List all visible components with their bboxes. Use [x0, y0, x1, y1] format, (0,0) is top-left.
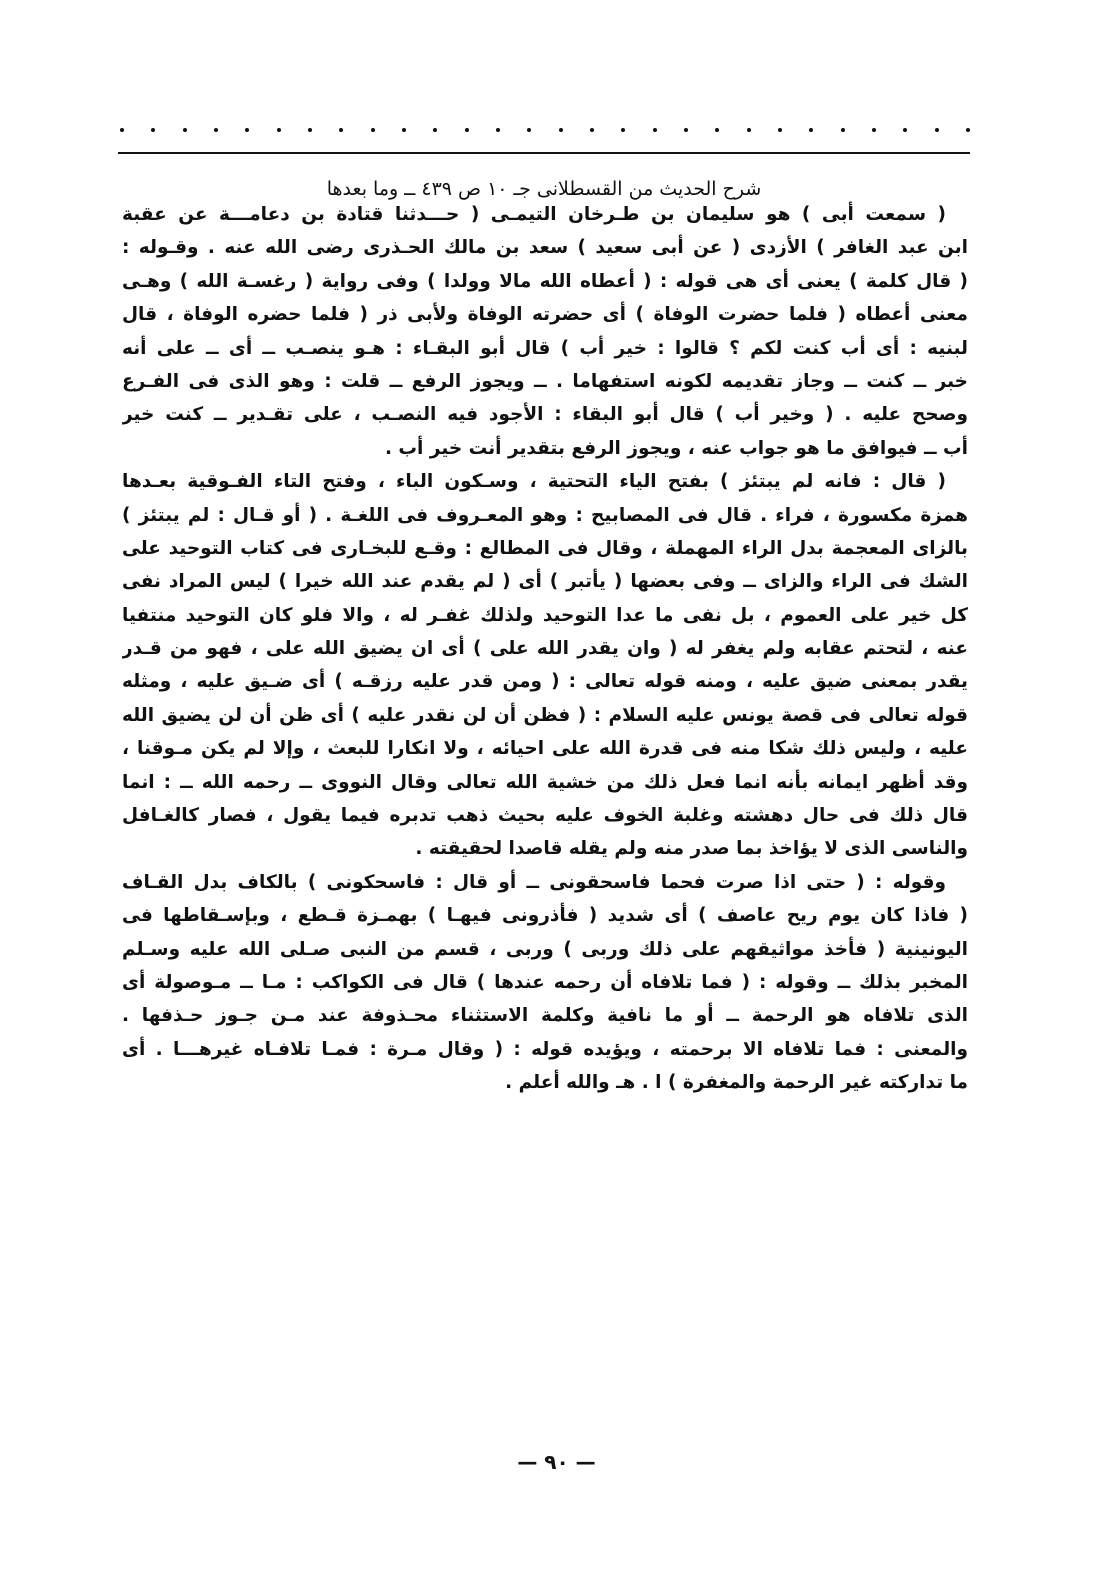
text-line: كل خير على العموم ، بل نفى ما عدا التوحيد ولذلك غفـر له ، والا فلو كان التوحيد منتفيا — [122, 604, 968, 626]
page-number: — ٩٠ — — [517, 1450, 596, 1474]
paragraph — [122, 198, 968, 465]
dot — [308, 128, 312, 132]
paragraph — [122, 866, 968, 1100]
text-line: ( سمعت أبى ) هو سليمان بن طـرخان التيمـى ( حـــدثنا قتادة بن دعامـــة عن عقبة — [122, 204, 946, 225]
dot — [559, 128, 563, 132]
text-line: عليه ، وليس ذلك شكا منه فى قدرة الله على احيائه ، ولا انكارا للبعث ، وإلا لم يكن مـوقنا ، — [122, 738, 968, 760]
dot — [872, 128, 876, 132]
text-line: ما تداركته غير الرحمة والمغفرة ) ا . هـ والله أعلم . — [505, 1072, 968, 1094]
dot — [245, 128, 249, 132]
text-line: ( قال : فانه لم يبتئز ) بفتح الياء التحتية ، وسـكون الباء ، وفتح التاء الفـوقية بعـدها — [122, 471, 946, 493]
text-line: وقد أظهر ايمانه بأنه انما فعل ذلك من خشية الله تعالى وقال النووى ــ رحمه الله ــ : انما — [122, 771, 968, 793]
text-line: الشك فى الراء والزاى ــ وفى بعضها ( يأتبر ) أى ( لم يقدم عند الله خيرا ) ليس المراد نفى — [122, 571, 968, 593]
dot — [120, 128, 124, 132]
dot — [496, 128, 500, 132]
text-line: بالزاى المعجمة بدل الراء المهملة ، وقال فى المطالع : وقـع للبخـارى فى كتاب التوحيد على — [122, 537, 968, 559]
dot — [715, 128, 719, 132]
dot — [903, 128, 907, 132]
text-line: المخبر بذلك ــ وقوله : ( فما تلافاه أن رحمه عندها ) قال فى الكواكب : مـا ــ مـوصولة أى — [122, 971, 968, 993]
text-line: قوله تعالى فى قصة يونس عليه السلام : ( فظن أن لن نقدر عليه ) أى ظن أن لن يضيق الله — [122, 704, 968, 726]
text-line: همزة مكسورة ، فراء . قال فى المصابيح : وهو المعـروف فى اللغـة . ( أو قـال : لم يبتئز ) — [122, 504, 968, 526]
dot — [151, 128, 155, 132]
dot — [747, 128, 751, 132]
decorative-dot-border — [120, 128, 970, 132]
dot — [809, 128, 813, 132]
text-line: يقدر بمعنى ضيق عليه ، ومنه قوله تعالى : ( ومن قدر عليه رزقـه ) أى ضـيق عليه ، ومثله — [122, 671, 968, 693]
text-line: عنه ، لتحتم عقابه ولم يغفر له ( وان يقدر الله على ) أى ان يضيق الله على ، فهو من قـدر — [122, 638, 968, 660]
dot — [465, 128, 469, 132]
dot — [402, 128, 406, 132]
text-line: معنى أعطاه ( فلما حضرت الوفاة ) أى حضرته الوفاة ولأبى ذر ( فلما حضره الوفاة ، قال — [122, 304, 968, 326]
text-line: ابن عبد الغافر ) الأزدى ( عن أبى سعيد ) سعد بن مالك الحـذرى رضى الله عنه . وقـوله : — [122, 237, 968, 259]
header-rule — [118, 152, 970, 154]
paragraph — [122, 465, 968, 866]
text-line: قال ذلك فى حال دهشته وغلبة الخوف عليه بحيث ذهب تدبره فيما يقول ، فصار كالغـافل — [122, 805, 968, 827]
text-line: ( فاذا كان يوم ريح عاصف ) أى شديد ( فأذرونى فيهـا ) بهمـزة قـطع ، وبإسـقاطها فى — [122, 905, 968, 927]
dot — [183, 128, 187, 132]
dot — [841, 128, 845, 132]
text-line: والناسى الذى لا يؤاخذ بما صدر منه ولم يقله قاصدا لحقيقته . — [415, 838, 968, 860]
dot — [214, 128, 218, 132]
text-line: اليونينية ( فأخذ مواثيقهم على ذلك وربى ) وربى ، قسم من النبى صـلى الله عليه وسـلم — [122, 938, 968, 960]
text-line: الذى تلافاه هو الرحمة ــ أو ما نافية وكلمة الاستثناء محـذوفة عند مـن جـوز حـذفها . — [122, 1005, 968, 1027]
dot — [277, 128, 281, 132]
text-line: أب ــ فيوافق ما هو جواب عنه ، ويجوز الرفع بتقدير أنت خير أب . — [384, 437, 968, 459]
dot — [371, 128, 375, 132]
text-line: والمعنى : فما تلافاه الا برحمته ، ويؤيده قوله : ( وقال مـرة : فمـا تلافـاه غيرهـــا . أى — [122, 1038, 968, 1060]
text-line: خبر ــ كنت ــ وجاز تقديمه لكونه استفهاما . ــ ويجوز الرفع ــ قلت : وهو الذى فى الفـرع — [122, 370, 968, 392]
dot — [778, 128, 782, 132]
text-line: ( قال كلمة ) يعنى أى هى قوله : ( أعطاه الله مالا وولدا ) وفى رواية ( رغسـة الله ) وهـى — [122, 270, 968, 292]
dot — [653, 128, 657, 132]
dot — [527, 128, 531, 132]
dot — [433, 128, 437, 132]
dot — [684, 128, 688, 132]
text-line: وقوله : ( حتى اذا صرت فحما فاسحقونى ــ أو قال : فاسحكونى ) بالكاف بدل القـاف — [122, 871, 946, 893]
section-title: شرح الحديث من القسطلانى جـ ١٠ ص ٤٣٩ ــ وما بعدها — [326, 178, 762, 200]
dot — [621, 128, 625, 132]
dot — [935, 128, 939, 132]
dot — [966, 128, 970, 132]
text-line: وصحح عليه . ( وخير أب ) قال أبو البقاء : الأجود فيه النصـب ، على تقـدير ــ كنت خير — [122, 404, 968, 426]
body-text — [122, 198, 968, 1100]
dot — [339, 128, 343, 132]
dot — [590, 128, 594, 132]
text-line: لبنيه : أى أب كنت لكم ؟ قالوا : خير أب ) قال أبو البقـاء : هـو ينصـب ــ أى ــ على أنه — [122, 337, 968, 359]
